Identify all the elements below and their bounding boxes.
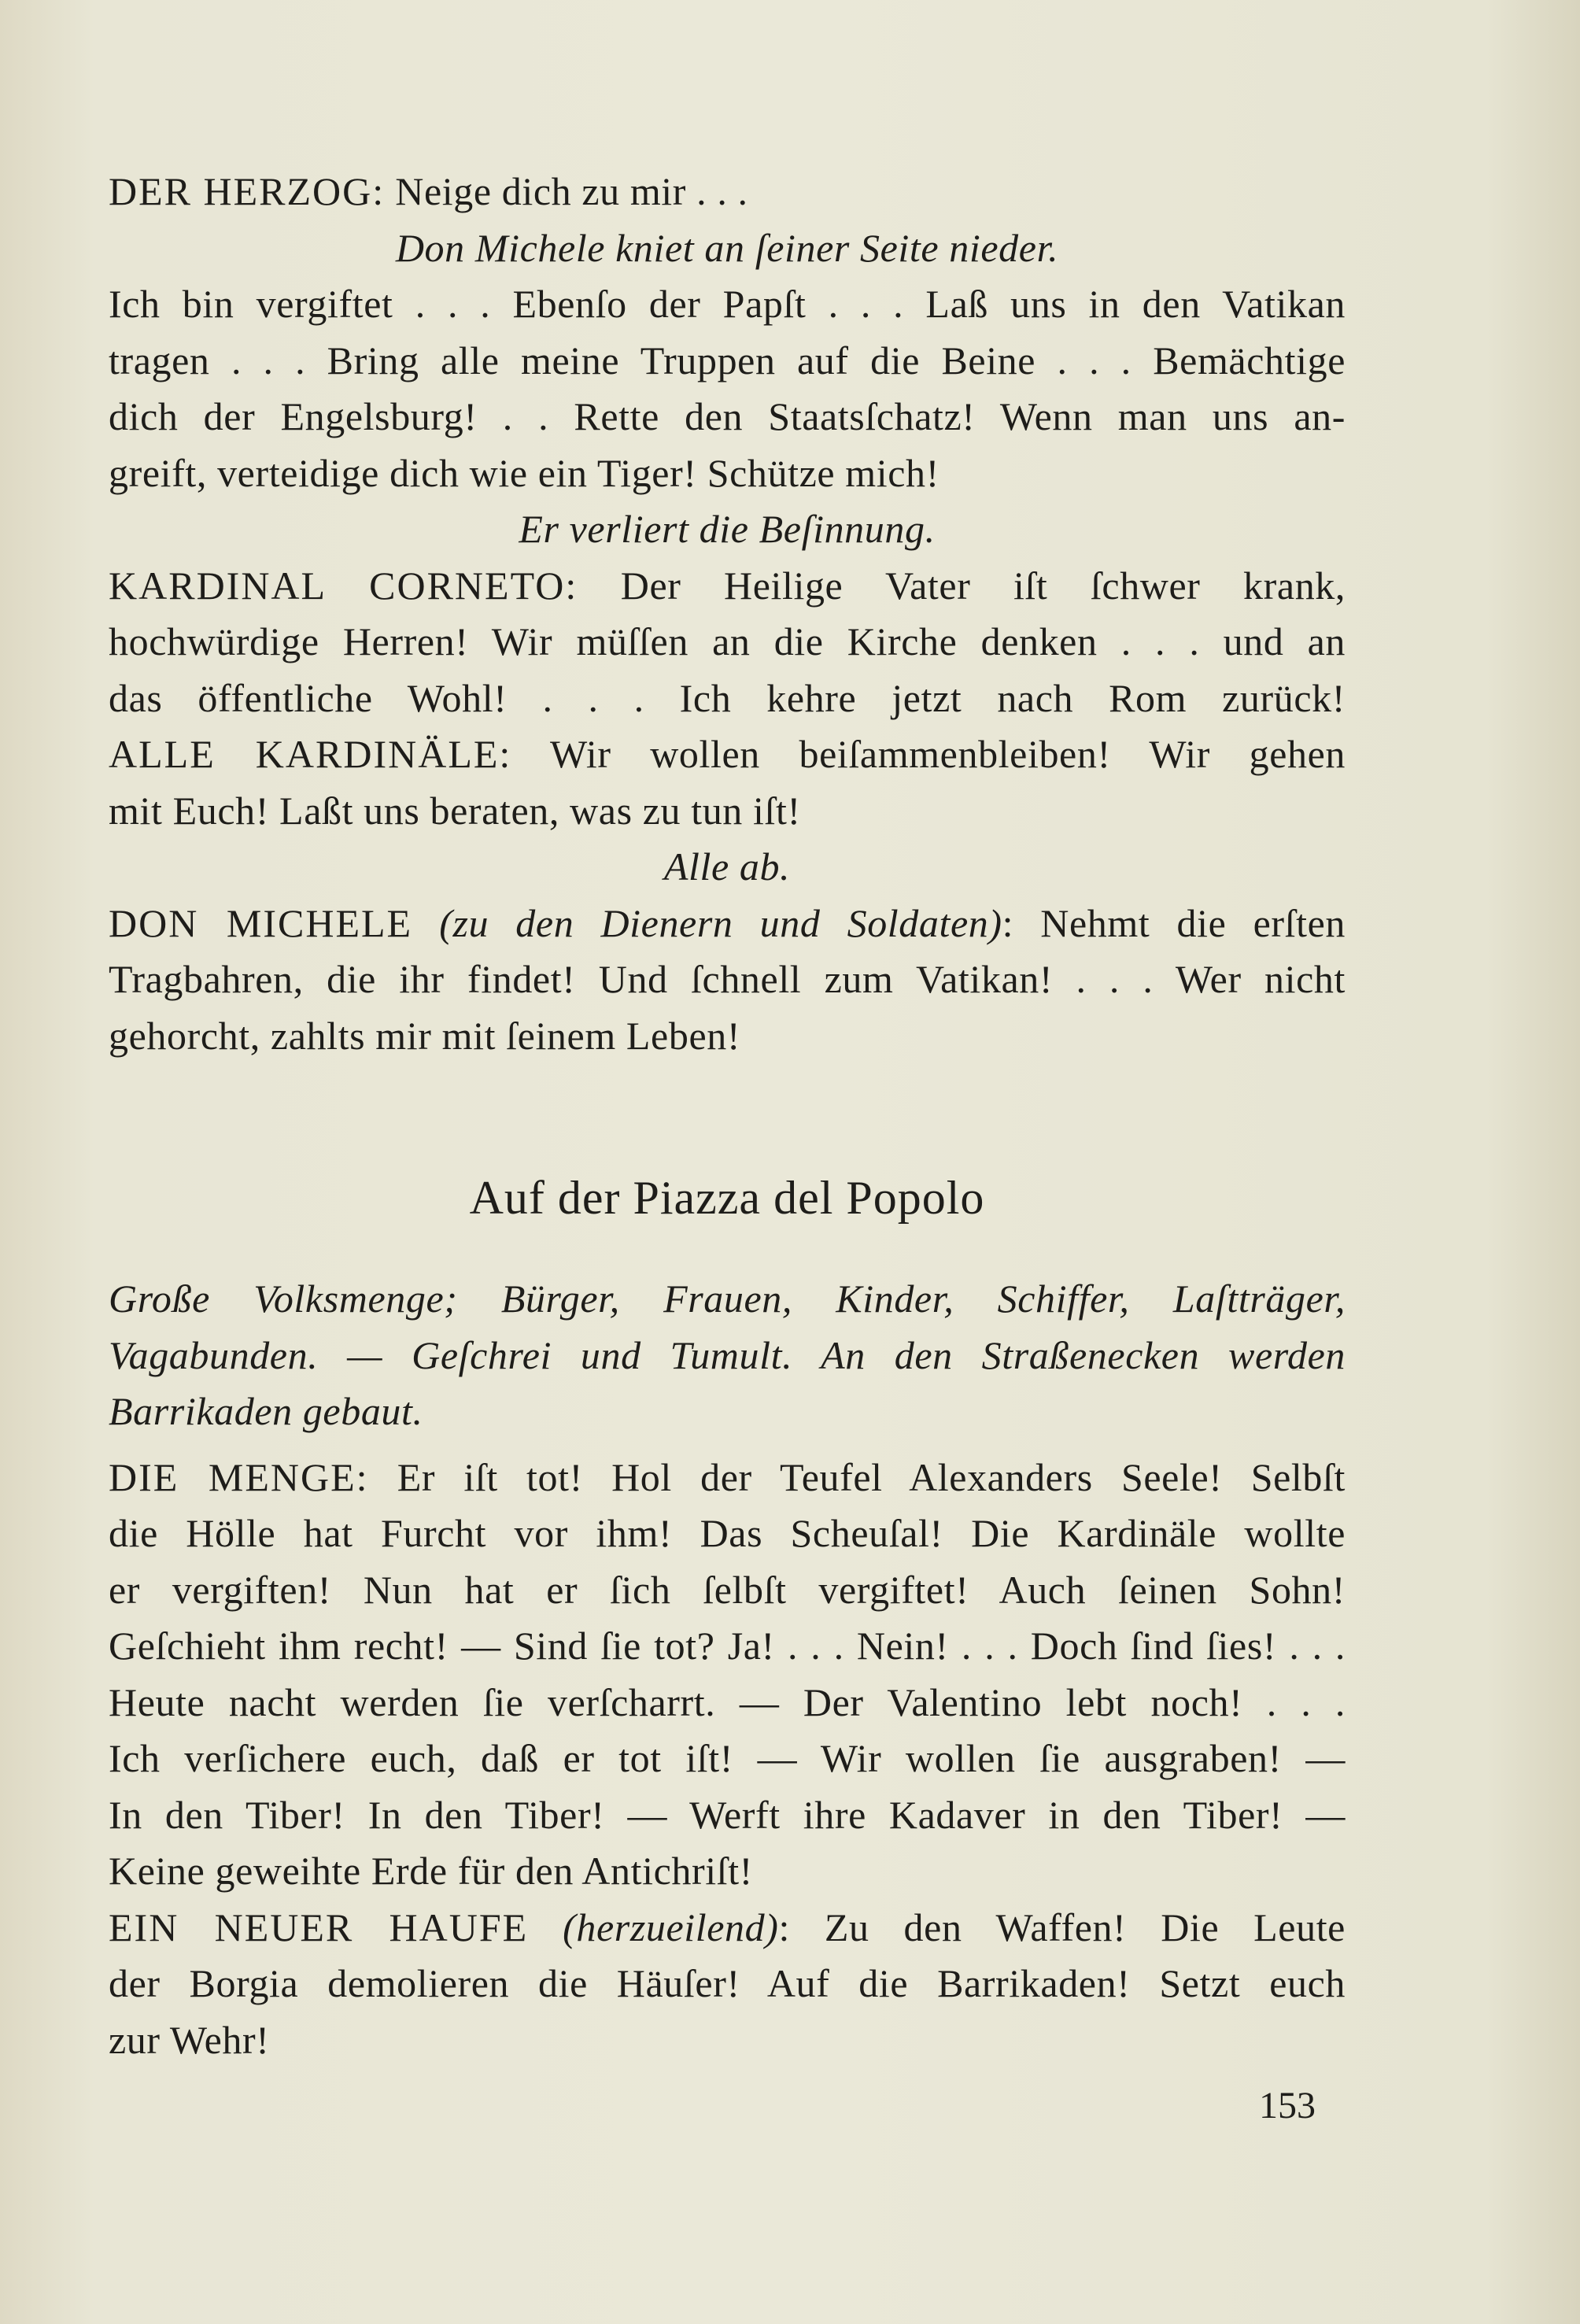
- scene-heading: Auf der Piazza del Popolo: [469, 1172, 985, 1224]
- speech-line: Ich verſichere euch, daß er tot iſt! — Wir wollen ſie ausgraben! —: [109, 1736, 1346, 1780]
- speech-line: [109, 164, 1346, 220]
- speech-line: Keine geweihte Erde für den Antichriſt!: [109, 1849, 753, 1893]
- stage-direction: Don Michele kniet an ſeiner Seite nieder.: [395, 225, 1059, 270]
- speech-line: In den Tiber! In den Tiber! — Werft ihre Kadaver in den Tiber! —: [109, 1792, 1346, 1837]
- speech-line: Ich bin vergiftet . . . Ebenſo der Papſt . . . Laß uns in den Vatikan: [109, 282, 1346, 326]
- inline-direction: (zu den Dienern und Soldaten): [412, 900, 1002, 945]
- speech-line: Geſchieht ihm recht! — Sind ſie tot? Ja! . . . Nein! . . . Doch ſind ſies! . . .: [109, 1624, 1346, 1668]
- speech-line: die Hölle hat Furcht vor ihm! Das Scheuſal! Die Kardinäle wollte: [109, 1511, 1346, 1555]
- speech-line: [109, 558, 1346, 615]
- speech-line: [109, 896, 1346, 952]
- page-number: 153: [1259, 2085, 1316, 2126]
- speech-text: Wir wollen beiſammenbleiben! Wir gehen: [511, 732, 1346, 776]
- speaker-name: EIN NEUER HAUFE: [109, 1905, 529, 1949]
- speech-line: gehorcht, zahlts mir mit ſeinem Leben!: [109, 1013, 741, 1058]
- speech-line: tragen . . . Bring alle meine Truppen auf die Beine . . . Bemächtige: [109, 338, 1346, 382]
- speech-text: Er iſt tot! Hol der Teufel Alexanders Seele! Selbſt: [368, 1454, 1346, 1499]
- stage-direction: Er verliert die Beſinnung.: [519, 507, 936, 551]
- text-column: [109, 164, 1346, 2068]
- speaker-name: DON MICHELE: [109, 900, 413, 945]
- speech-line: er vergiften! Nun hat er ſich ſelbſt vergiftet! Auch ſeinen Sohn!: [109, 1567, 1346, 1612]
- speech-line: [109, 1450, 1346, 1506]
- inline-direction: (herzueilend): [528, 1905, 779, 1949]
- speech-line: [109, 1900, 1346, 1956]
- speech-line: greift, verteidige dich wie ein Tiger! Schütze mich!: [109, 450, 940, 495]
- speech-line: der Borgia demolieren die Häuſer! Auf die Barrikaden! Setzt euch: [109, 1961, 1346, 2005]
- stage-direction: Barrikaden gebaut.: [109, 1389, 423, 1433]
- stage-direction: Alle ab.: [663, 844, 791, 889]
- speech-text: : Zu den Waffen! Die Leute: [778, 1905, 1346, 1949]
- stage-direction: Große Volksmenge; Bürger, Frauen, Kinder, Schiffer, Laſtträger,: [109, 1277, 1346, 1321]
- speech-line: mit Euch! Laßt uns beraten, was zu tun iſt!: [109, 788, 801, 833]
- speech-line: zur Wehr!: [109, 2017, 270, 2062]
- speech-text: Neige dich zu mir . . .: [385, 169, 748, 213]
- stage-direction: Vagabunden. — Geſchrei und Tumult. An den Straßenecken werden: [109, 1332, 1346, 1377]
- speech-line: Tragbahren, die ihr findet! Und ſchnell zum Vatikan! . . . Wer nicht: [109, 957, 1346, 1001]
- speech-text: : Nehmt die erſten: [1002, 900, 1346, 945]
- speech-line: das öffentliche Wohl! . . . Ich kehre jetzt nach Rom zurück!: [109, 675, 1346, 720]
- speech-line: dich der Engelsburg! . . Rette den Staatsſchatz! Wenn man uns an-: [109, 394, 1346, 438]
- speaker-name: DIE MENGE:: [109, 1454, 369, 1499]
- speech-line: hochwürdige Herren! Wir müſſen an die Kirche denken . . . und an: [109, 619, 1346, 663]
- speaker-name: ALLE KARDINÄLE:: [109, 732, 512, 776]
- speech-line: Heute nacht werden ſie verſcharrt. — Der Valentino lebt noch! . . .: [109, 1679, 1346, 1724]
- speech-text: Der Heilige Vater iſt ſchwer krank,: [578, 563, 1346, 608]
- speaker-name: KARDINAL CORNETO:: [109, 563, 578, 608]
- speaker-name: DER HERZOG:: [109, 169, 386, 213]
- speech-line: [109, 726, 1346, 783]
